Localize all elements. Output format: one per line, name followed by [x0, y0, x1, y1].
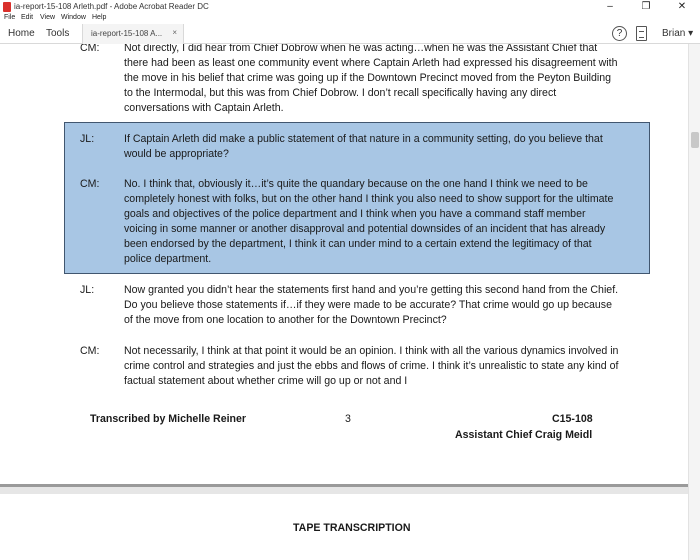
pdf-file-icon	[3, 2, 11, 12]
menu-help[interactable]: Help	[92, 14, 107, 21]
document-tab-label: ia-report-15-108 A...	[91, 29, 163, 38]
transcript-entry	[80, 177, 620, 267]
window-title: ia-report-15-108 Arleth.pdf - Adobe Acrobat Reader DC	[14, 2, 209, 11]
scrollbar-thumb[interactable]	[691, 132, 699, 148]
share-icon[interactable]	[636, 26, 647, 41]
title-bar	[0, 0, 700, 14]
menu-edit[interactable]: Edit	[21, 14, 34, 21]
transcriber-footer: Transcribed by Michelle Reiner	[90, 413, 247, 425]
tools-tab[interactable]: Tools	[46, 28, 70, 39]
next-pdf-page	[0, 494, 688, 560]
page-separator	[0, 484, 688, 494]
speaker-label: CM:	[80, 345, 100, 357]
window-controls	[592, 0, 700, 14]
interviewee-footer: Assistant Chief Craig Meidl	[455, 429, 593, 441]
speaker-label: CM:	[80, 44, 100, 54]
close-window-button[interactable]: ✕	[677, 1, 687, 12]
menu-file[interactable]: File	[4, 14, 16, 21]
menu-view[interactable]: View	[40, 14, 56, 21]
transcript-entry	[80, 132, 620, 162]
page-number: 3	[345, 413, 351, 425]
case-number: C15-108	[552, 413, 593, 425]
minimize-button[interactable]: –	[607, 1, 613, 12]
transcript-entry	[80, 44, 620, 116]
pdf-page	[0, 44, 688, 484]
entry-text: Not necessarily, I think at that point it would be an opinion. I think with all the various dynamics involved in crime control and strategies and just the ebbs and flows of crime. I think it’s unrealistic to state any kind of factual statement about whether crime will go up or not and I	[124, 345, 619, 387]
speaker-label: JL:	[80, 284, 95, 296]
speaker-label: CM:	[80, 178, 100, 190]
entry-text: Not directly, I did hear from Chief Dobrow when he was acting…when he was the Assistant Chief that there had been as least one community event where Captain Arleth had expressed his disagreement with the move in his belief that crime was going up if the Downtown Precinct moved from the Peyton Building to the Intermodal, but this was from Chief Dobrow. I don’t recall specifically having any direct conversations with Captain Arleth.	[124, 44, 618, 114]
close-tab-icon[interactable]: ×	[172, 28, 177, 37]
next-page-heading: TAPE TRANSCRIPTION	[293, 522, 411, 534]
user-menu[interactable]: Brian ▾	[662, 28, 694, 39]
speaker-label: JL:	[80, 133, 95, 145]
transcript-entry	[80, 344, 620, 389]
menu-window[interactable]: Window	[61, 14, 86, 21]
entry-text: If Captain Arleth did make a public statement of that nature in a community setting, do you believe that would be appropriate?	[124, 133, 603, 160]
menu-bar	[0, 14, 700, 24]
restore-button[interactable]: ❐	[641, 1, 651, 12]
help-icon[interactable]: ?	[612, 26, 627, 41]
entry-text: Now granted you didn’t hear the statements first hand and you’re getting this second hand from the Chief. Do you believe those statements if…if they were made to be accurate? That crime would go up because of the move from one location to another for the Downtown Precinct?	[124, 284, 619, 326]
toolbar	[0, 24, 700, 44]
document-viewer	[0, 44, 700, 560]
home-tab[interactable]: Home	[8, 28, 35, 39]
entry-text: No. I think that, obviously it…it’s quite the quandary because on the one hand I think we need to be completely honest with folks, but on the other hand I think you also need to show support for the ultimate goals and objectives of the police department and I think when you have a command staff member voicing in some manner or another disapproval and potential downsides of an incident that has already been endorsed by the department, I think it can under mind to a certain extend the legitimacy of that police department.	[124, 178, 614, 265]
vertical-scrollbar[interactable]	[688, 44, 700, 560]
document-tab[interactable]	[82, 24, 184, 44]
transcript-entry	[80, 283, 620, 328]
